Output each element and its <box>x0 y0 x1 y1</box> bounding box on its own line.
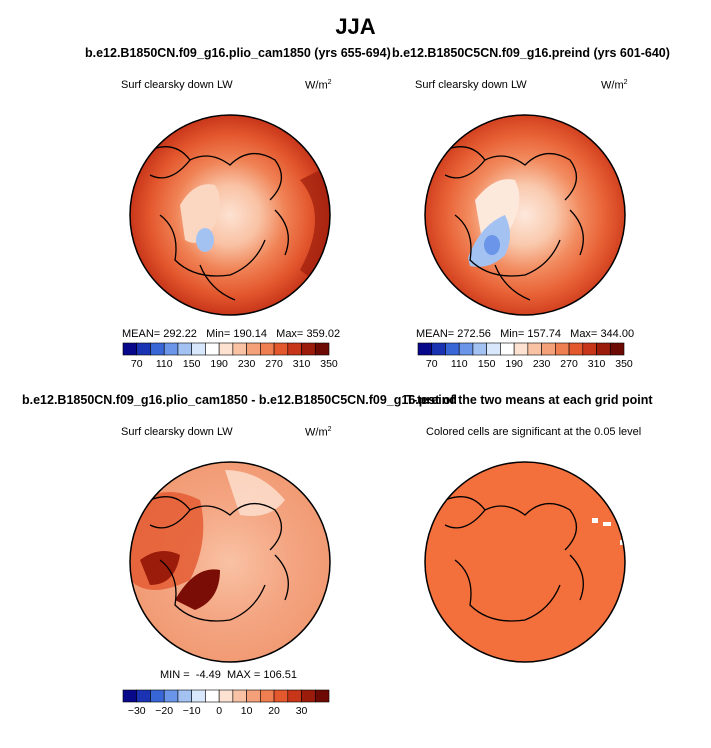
colorbar-swatch <box>274 343 288 355</box>
colorbar-swatch <box>192 690 206 702</box>
colorbar-swatch <box>205 343 219 355</box>
panel4-insignificant-cell <box>603 522 611 526</box>
colorbar-swatch <box>500 343 514 355</box>
colorbar-tick-label: 190 <box>505 358 523 370</box>
panel4-title: T-test of the two means at each grid point <box>406 393 653 407</box>
colorbar-swatch <box>219 690 233 702</box>
colorbar-swatch <box>302 343 316 355</box>
panel1-variable: Surf clearsky down LW <box>121 79 233 91</box>
colorbar-swatch <box>260 690 274 702</box>
colorbar-tick-label: −20 <box>155 705 174 717</box>
colorbar-tick-label: 350 <box>320 358 338 370</box>
colorbar-swatch <box>137 690 151 702</box>
colorbar-tick-label: 70 <box>425 358 438 370</box>
colorbar-swatch <box>233 690 247 702</box>
colorbar-swatch <box>219 343 233 355</box>
colorbar-swatch <box>247 690 261 702</box>
colorbar-swatch <box>137 343 151 355</box>
colorbar-tick-label: 20 <box>268 705 280 717</box>
colorbar-swatch <box>487 343 501 355</box>
panel1-greenland-cold-spot <box>196 228 214 252</box>
colorbar-tick-label: 270 <box>560 358 578 370</box>
colorbar-swatch <box>164 690 178 702</box>
colorbar-swatch <box>260 343 274 355</box>
panel3-stats: MIN = -4.49 MAX = 106.51 <box>160 669 298 681</box>
panel1-units: $W/m^2$ <box>305 79 332 92</box>
colorbar-tick-label: 310 <box>587 358 606 370</box>
colorbar-tick-label: −30 <box>127 705 146 717</box>
panel3-colorbar <box>123 690 329 717</box>
colorbar-swatch <box>247 343 261 355</box>
colorbar-swatch <box>192 343 206 355</box>
colorbar-swatch <box>432 343 446 355</box>
colorbar-swatch <box>123 690 137 702</box>
colorbar-tick-label: 0 <box>216 705 223 717</box>
panel1-title: b.e12.B1850CN.f09_g16.plio_cam1850 (yrs 655-694) <box>85 46 391 60</box>
colorbar-swatch <box>514 343 528 355</box>
colorbar-swatch <box>150 343 164 355</box>
panel2-units: $W/m^2$ <box>601 79 628 92</box>
colorbar-swatch <box>542 343 556 355</box>
colorbar-swatch <box>528 343 542 355</box>
colorbar-tick-label: 30 <box>295 705 308 717</box>
colorbar-swatch <box>233 343 247 355</box>
colorbar-tick-label: 190 <box>210 358 228 370</box>
colorbar-tick-label: 150 <box>182 358 201 370</box>
colorbar-swatch <box>164 343 178 355</box>
panel3-variable: Surf clearsky down LW <box>121 426 233 438</box>
figure-title: JJA <box>335 14 376 39</box>
panel2-greenland-cold-core <box>484 235 500 255</box>
panel1-max: 359.02 <box>306 328 341 340</box>
colorbar-swatch <box>569 343 583 355</box>
panel3-title: b.e12.B1850CN.f09_g16.plio_cam1850 - b.e12.B1850C5CN.f09_g16.preind <box>22 393 457 407</box>
colorbar-swatch <box>418 343 432 355</box>
colorbar-tick-label: 230 <box>532 358 551 370</box>
colorbar-swatch <box>178 343 192 355</box>
panel3-units: $W/m^2$ <box>305 426 332 439</box>
panel2-stats: MEAN= 272.56 Min= 157.74 Max= 344.00 <box>416 328 635 340</box>
colorbar-swatch <box>178 690 192 702</box>
colorbar-tick-label: 270 <box>265 358 283 370</box>
colorbar-swatch <box>150 690 164 702</box>
colorbar-swatch <box>123 343 137 355</box>
colorbar-swatch <box>288 343 302 355</box>
panel2-variable: Surf clearsky down LW <box>415 79 527 91</box>
colorbar-tick-label: 150 <box>477 358 496 370</box>
colorbar-tick-label: 310 <box>292 358 311 370</box>
panel1-colorbar <box>123 343 338 370</box>
colorbar-swatch <box>315 343 329 355</box>
colorbar-swatch <box>473 343 487 355</box>
panel4-insignificant-cell <box>592 518 598 523</box>
colorbar-tick-label: 230 <box>237 358 256 370</box>
panel2-title: b.e12.B1850C5CN.f09_g16.preind (yrs 601-640) <box>392 46 670 60</box>
panel2-max: 344.00 <box>600 328 635 340</box>
panel2-mean: 272.56 <box>457 328 491 340</box>
colorbar-swatch <box>315 690 329 702</box>
panel2-colorbar <box>418 343 633 370</box>
colorbar-swatch <box>302 690 316 702</box>
colorbar-tick-label: 10 <box>240 705 253 717</box>
panel1-map <box>130 115 340 315</box>
colorbar-swatch <box>445 343 459 355</box>
colorbar-tick-label: 70 <box>130 358 143 370</box>
colorbar-swatch <box>274 690 288 702</box>
colorbar-tick-label: 110 <box>450 358 468 370</box>
colorbar-swatch <box>583 343 597 355</box>
panel3-max: 106.51 <box>263 669 298 681</box>
colorbar-swatch <box>610 343 624 355</box>
colorbar-swatch <box>459 343 473 355</box>
colorbar-tick-label: 350 <box>615 358 633 370</box>
colorbar-swatch <box>205 690 219 702</box>
colorbar-swatch <box>597 343 611 355</box>
panel1-stats: MEAN= 292.22 Min= 190.14 Max= 359.02 <box>122 328 341 340</box>
colorbar-swatch <box>288 690 302 702</box>
panel3-map <box>130 462 330 662</box>
panel4-map <box>425 462 625 662</box>
colorbar-swatch <box>555 343 569 355</box>
panel4-caption: Colored cells are significant at the 0.05 level <box>426 426 642 438</box>
panel2-map <box>425 115 625 315</box>
colorbar-tick-label: −10 <box>182 705 201 717</box>
panel3-min: -4.49 <box>195 669 221 681</box>
panel1-min: 190.14 <box>233 328 267 340</box>
panel2-min: 157.74 <box>527 328 561 340</box>
colorbar-tick-label: 110 <box>155 358 173 370</box>
panel1-mean: 292.22 <box>163 328 197 340</box>
